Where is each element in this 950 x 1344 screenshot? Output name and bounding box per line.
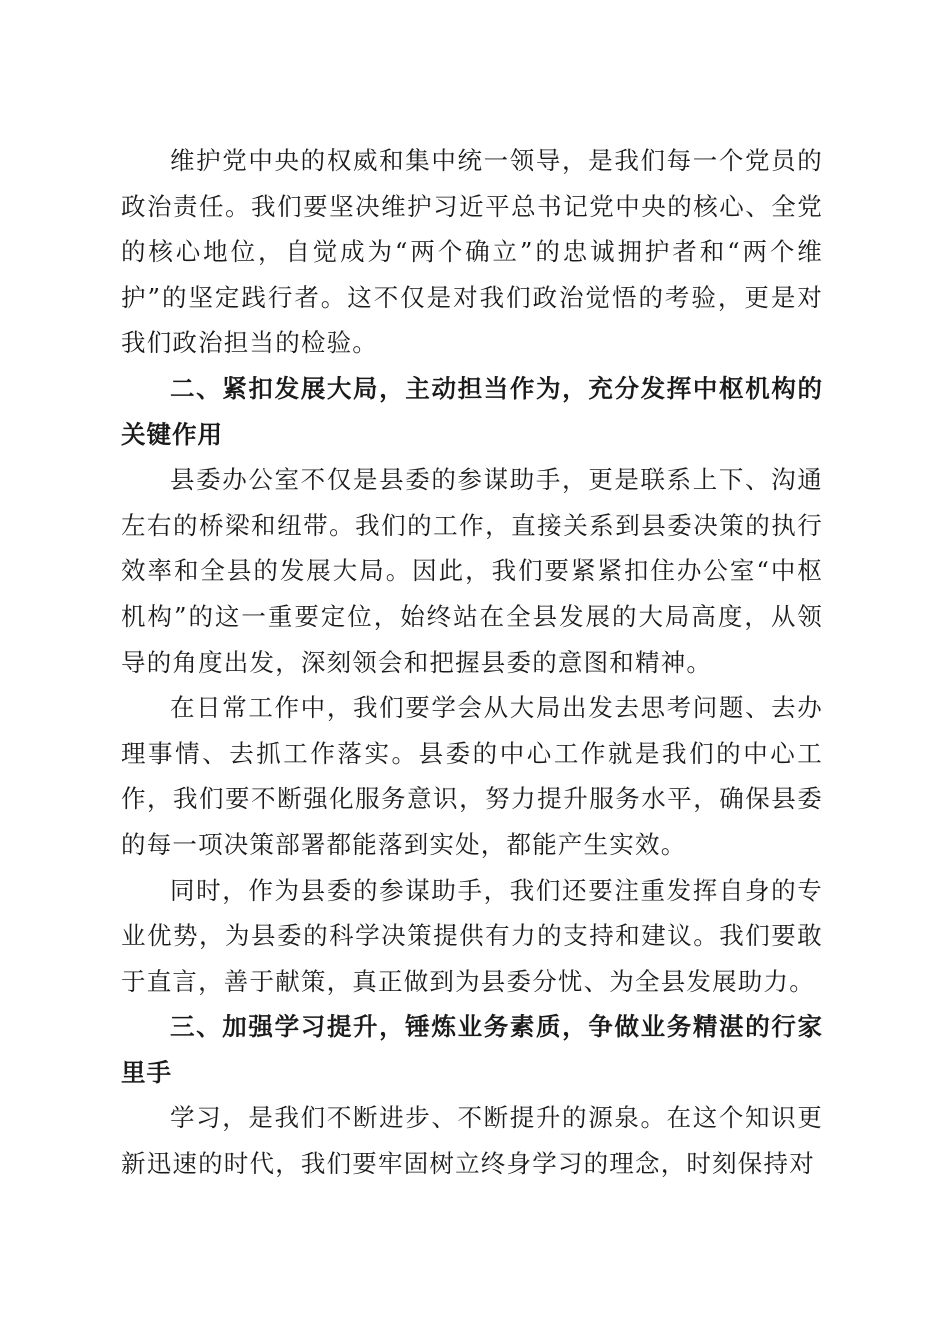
paragraph-office-role: 县委办公室不仅是县委的参谋助手，更是联系上下、沟通左右的桥梁和纽带。我们的工作，直接关系到县委决策的执行效率和全县的发展大局。因此，我们要紧紧扣住办公室“中枢机构”的这一重要定位，始终站在全县发展的大局高度，从领导的角度出发，深刻领会和把握县委的意图和精神。 (121, 465, 823, 677)
section-heading-3: 三、加强学习提升，锤炼业务素质，争做业务精湛的行家里手 (121, 1012, 823, 1087)
document-page (121, 138, 823, 1187)
paragraph-daily-work: 在日常工作中，我们要学会从大局出发去思考问题、去办理事情、去抓工作落实。县委的中心工作就是我们的中心工作，我们要不断强化服务意识，努力提升服务水平，确保县委的每一项决策部署都能落到实处，都能产生实效。 (121, 693, 823, 859)
paragraph-advisory: 同时，作为县委的参谋助手，我们还要注重发挥自身的专业优势，为县委的科学决策提供有力的支持和建议。我们要敢于直言，善于献策，真正做到为县委分忧、为全县发展助力。 (121, 875, 823, 996)
paragraph-party-leadership: 维护党中央的权威和集中统一领导，是我们每一个党员的政治责任。我们要坚决维护习近平总书记党中央的核心、全党的核心地位，自觉成为“两个确立”的忠诚拥护者和“两个维护”的坚定践行者。这不仅是对我们政治觉悟的考验，更是对我们政治担当的检验。 (121, 146, 823, 358)
section-heading-2: 二、紧扣发展大局，主动担当作为，充分发挥中枢机构的关键作用 (121, 373, 823, 449)
paragraph-learning: 学习，是我们不断进步、不断提升的源泉。在这个知识更新迅速的时代，我们要牢固树立终身学习的理念，时刻保持对 (121, 1103, 823, 1179)
